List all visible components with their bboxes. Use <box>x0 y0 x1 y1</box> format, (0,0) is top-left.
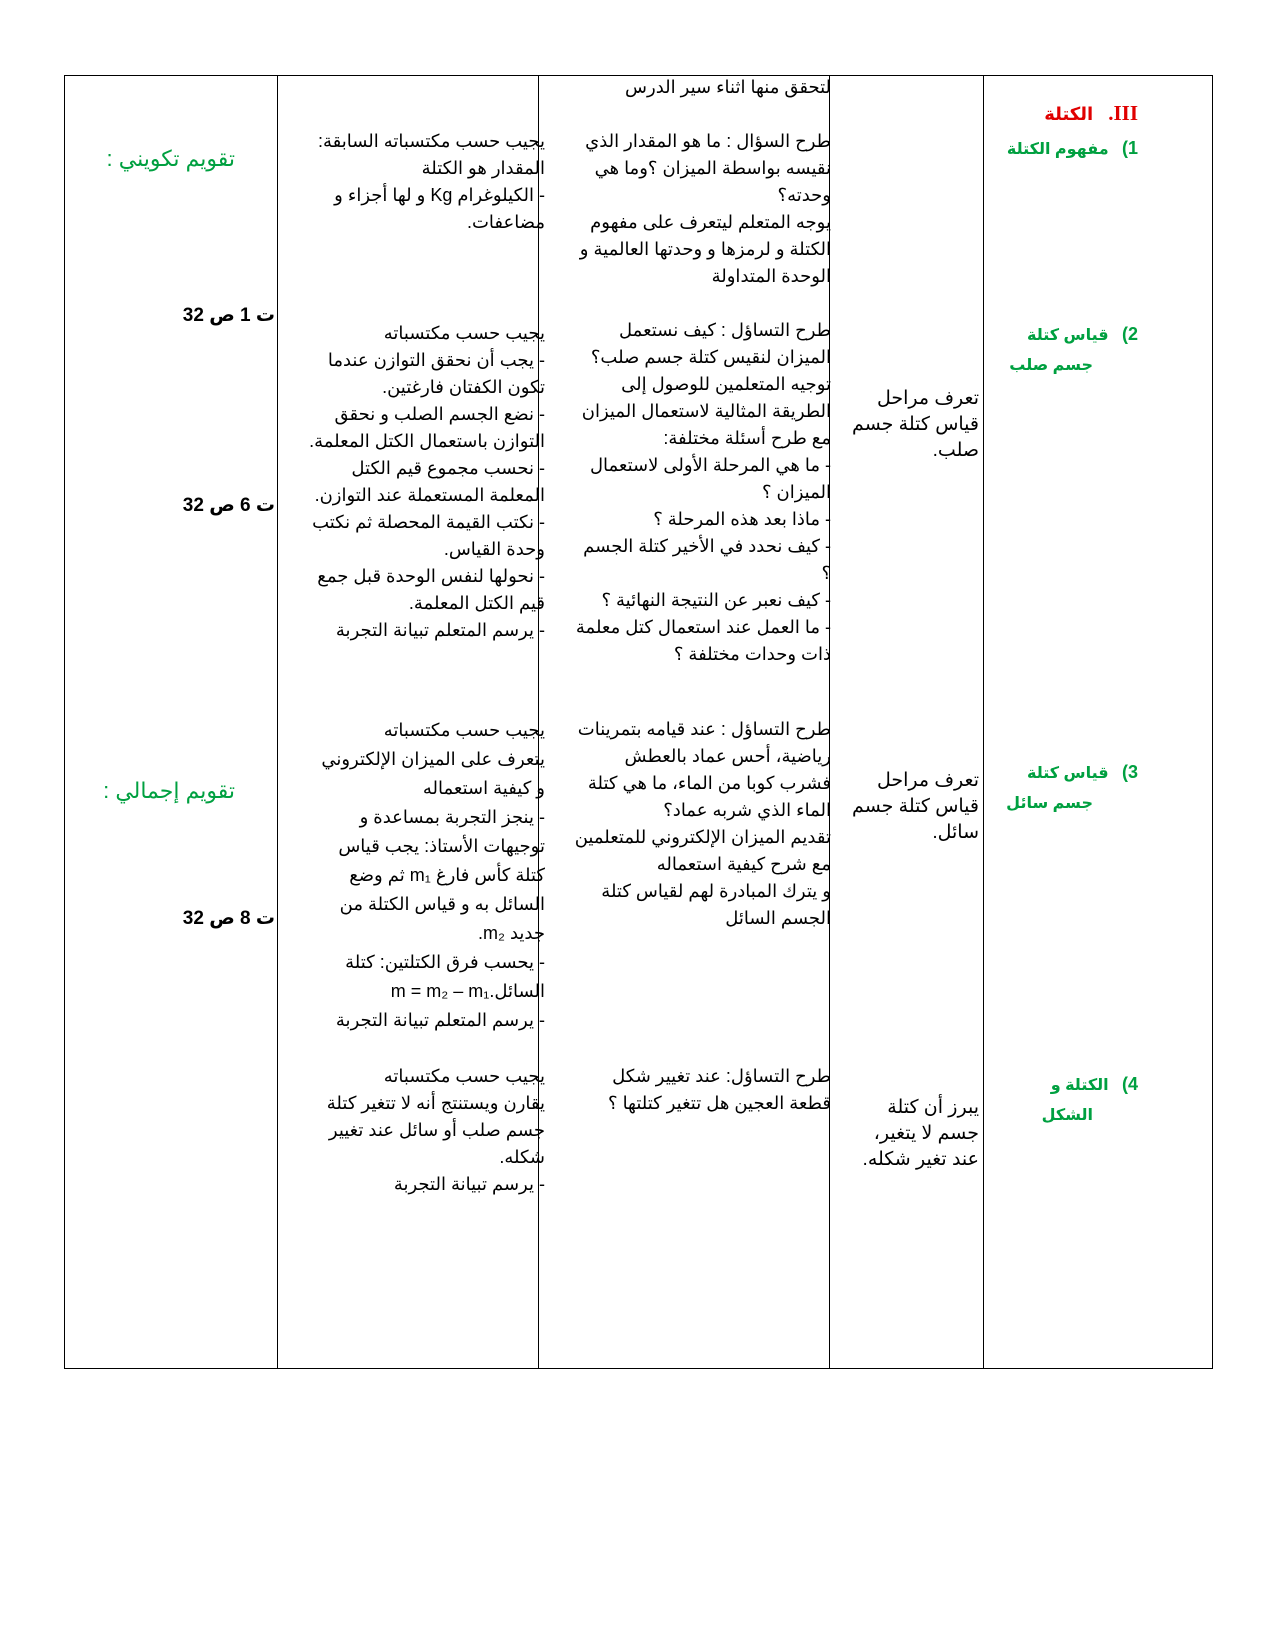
exercise-reference: ت 8 ص 32 <box>182 908 275 929</box>
main-heading-number: III. <box>1108 101 1138 125</box>
objective-line: صلب. <box>932 440 979 461</box>
teacher-block-4 <box>546 1063 831 1117</box>
teacher-line: - كيف نحدد في الأخير كتلة الجسم <box>583 536 831 556</box>
learner-line: شكله. <box>499 1147 545 1167</box>
teacher-line: الماء الذي شربه عماد؟ <box>663 800 831 820</box>
teacher-line: طرح التساؤل : عند قيامه بتمرينات <box>577 719 831 739</box>
learner-line: - الكيلوغرام Kg و لها أجزاء و <box>334 185 545 205</box>
section-heading-4 <box>1051 1070 1138 1100</box>
learner-line: يقارن ويستنتج أنه لا تتغير كتلة <box>326 1093 545 1113</box>
teacher-line: الميزان لنقيس كتلة جسم صلب؟ <box>590 347 831 367</box>
objective-2 <box>852 768 979 846</box>
learner-line: يجيب حسب مكتسباته <box>383 323 545 343</box>
learner-line: - ينجز التجربة بمساعدة و <box>359 807 545 827</box>
teacher-line: و يترك المبادرة لهم لقياس كتلة <box>601 881 831 901</box>
section-number: 4) <box>1121 1074 1138 1094</box>
section-heading-1 <box>1007 134 1138 164</box>
objective-line: يبرز أن كتلة <box>887 1097 979 1118</box>
section-label-line: جسم سائل <box>1006 795 1093 812</box>
teacher-line: - ماذا بعد هذه المرحلة ؟ <box>653 509 831 529</box>
objective-3 <box>863 1095 979 1173</box>
learner-line: - يرسم تبيانة التجربة <box>393 1174 545 1194</box>
teacher-line: - كيف نعبر عن النتيجة النهائية ؟ <box>601 590 831 610</box>
learner-line: كتلة كأس فارغ m₁ ثم وضع <box>349 865 545 885</box>
main-heading-label: الكتلة <box>1044 104 1094 124</box>
learner-block-1 <box>300 128 545 236</box>
learner-line: يجيب حسب مكتسباته <box>383 720 545 740</box>
learner-line: يجيب حسب مكتسباته <box>383 1066 545 1086</box>
objective-line: قياس كتلة جسم <box>852 796 979 817</box>
teacher-line: الميزان ؟ <box>761 482 831 502</box>
teacher-top-line: لتحقق منها اثناء سير الدرس <box>625 77 831 97</box>
learner-line: توجيهات الأستاذ: يجب قياس <box>338 836 545 856</box>
section-label: الكتلة و <box>1050 1077 1109 1094</box>
teacher-line: ذات وحدات مختلفة ؟ <box>673 644 831 664</box>
teacher-line: وحدته؟ <box>777 185 831 205</box>
column-divider <box>277 76 278 1368</box>
teacher-line: نقيسه بواسطة الميزان ؟وما هي <box>594 158 831 178</box>
learner-line: - يرسم المتعلم تبيانة التجربة <box>335 1010 545 1030</box>
learner-line: تكون الكفتان فارغتين. <box>382 377 545 397</box>
teacher-line: مع شرح كيفية استعماله <box>656 854 831 874</box>
teacher-line: الجسم السائل <box>725 908 831 928</box>
learner-line: - يجب أن نحقق التوازن عندما <box>327 350 545 370</box>
learner-line: - يحسب فرق الكتلتين: كتلة <box>345 952 545 972</box>
teacher-line: مع طرح أسئلة مختلفة: <box>663 428 831 448</box>
objective-line: تعرف مراحل <box>877 388 979 409</box>
section-heading-3 <box>1027 758 1138 788</box>
learner-block-3 <box>300 716 545 1035</box>
learner-block-2 <box>300 320 545 644</box>
teacher-line: فشرب كوبا من الماء، ما هي كتلة <box>587 773 831 793</box>
main-heading <box>1044 100 1138 128</box>
objective-line: قياس كتلة جسم <box>852 414 979 435</box>
teacher-line: قطعة العجين هل تتغير كتلتها ؟ <box>608 1093 831 1113</box>
section-label-line: الشكل <box>1041 1107 1093 1124</box>
learner-line: - يرسم المتعلم تبيانة التجربة <box>335 620 545 640</box>
teacher-line: تقديم الميزان الإلكتروني للمتعلمين <box>574 827 831 847</box>
teacher-line: طرح التساؤل: عند تغيير شكل <box>612 1066 831 1086</box>
learner-line: السائل.m = m₂ – m₁ <box>390 981 545 1001</box>
summative-evaluation-label: تقويم إجمالي : <box>103 778 235 803</box>
section-label: مفهوم الكتلة <box>1006 141 1109 158</box>
teacher-line: يوجه المتعلم ليتعرف على مفهوم <box>590 212 831 232</box>
section-label: قياس كتلة <box>1027 765 1109 782</box>
teacher-block-3 <box>546 716 831 932</box>
learner-line: قيم الكتل المعلمة. <box>408 593 545 613</box>
learner-line: يتعرف على الميزان الإلكتروني <box>321 749 545 769</box>
exercise-reference: ت 6 ص 32 <box>182 495 275 516</box>
exercise-reference: ت 1 ص 32 <box>182 305 275 326</box>
learner-line: وحدة القياس. <box>443 539 545 559</box>
learner-line: - نحولها لنفس الوحدة قبل جمع <box>317 566 545 586</box>
learner-line: - نضع الجسم الصلب و نحقق <box>334 404 545 424</box>
teacher-line: الكتلة و لرمزها و وحدتها العالمية و <box>579 239 831 259</box>
learner-line: المقدار هو الكتلة <box>421 158 545 178</box>
learner-block-4 <box>300 1063 545 1198</box>
section-heading-2 <box>1027 320 1138 350</box>
teacher-line: الطريقة المثالية لاستعمال الميزان <box>581 401 831 421</box>
learner-line: المعلمة المستعملة عند التوازن. <box>314 485 545 505</box>
teacher-line: الوحدة المتداولة <box>711 266 831 286</box>
teacher-line: طرح السؤال : ما هو المقدار الذي <box>585 131 831 151</box>
learner-line: يجيب حسب مكتسباته السابقة: <box>317 131 545 151</box>
learner-line: - نكتب القيمة المحصلة ثم نكتب <box>312 512 545 532</box>
learner-line: السائل به و قياس الكتلة من <box>339 894 545 914</box>
column-divider <box>983 76 984 1368</box>
objective-line: عند تغير شكله. <box>862 1149 979 1170</box>
teacher-line: رياضية، أحس عماد بالعطش <box>624 746 831 766</box>
objective-1 <box>852 386 979 464</box>
teacher-line: توجيه المتعلمين للوصول إلى <box>621 374 831 394</box>
teacher-line: - ما العمل عند استعمال كتل معلمة <box>575 617 831 637</box>
teacher-line: طرح التساؤل : كيف نستعمل <box>619 320 831 340</box>
teacher-block-1 <box>546 128 831 290</box>
formative-evaluation-label: تقويم تكويني : <box>106 146 235 171</box>
teacher-block-2 <box>546 317 831 668</box>
objective-line: تعرف مراحل <box>877 770 979 791</box>
objective-line: سائل. <box>932 822 979 843</box>
learner-line: مضاعفات. <box>466 212 545 232</box>
section-label: قياس كتلة <box>1027 327 1109 344</box>
learner-line: جسم صلب أو سائل عند تغيير <box>328 1120 545 1140</box>
objective-line: جسم لا يتغير، <box>873 1123 979 1144</box>
teacher-line: - ما هي المرحلة الأولى لاستعمال <box>589 455 831 475</box>
teacher-line: ؟ <box>821 563 831 583</box>
section-label-line: جسم صلب <box>1009 357 1093 374</box>
learner-line: - نحسب مجموع قيم الكتل <box>351 458 545 478</box>
learner-line: جديد m₂. <box>477 923 545 943</box>
learner-line: التوازن باستعمال الكتل المعلمة. <box>309 431 545 451</box>
learner-line: و كيفية استعماله <box>422 778 545 798</box>
section-number: 2) <box>1121 324 1138 344</box>
section-number: 3) <box>1121 762 1138 782</box>
section-number: 1) <box>1121 138 1138 158</box>
